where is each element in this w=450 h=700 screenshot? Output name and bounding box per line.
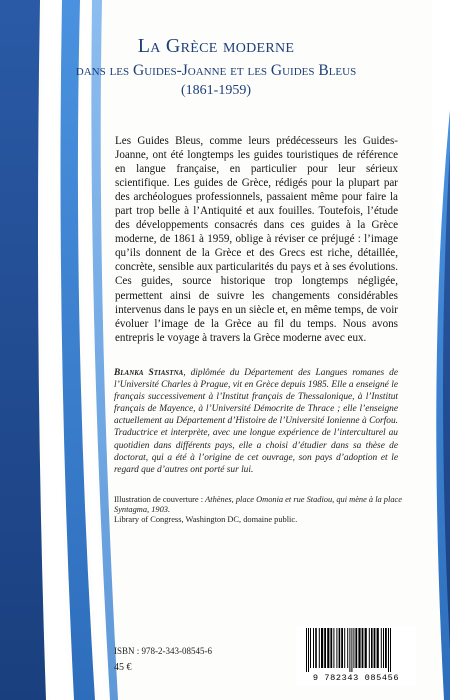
barcode-number: 9 782343 085456 <box>312 673 400 683</box>
barcode-bar <box>351 628 352 672</box>
credit-prefix: Illustration de couverture : <box>114 495 206 504</box>
barcode-bar <box>388 628 389 672</box>
book-subtitle: dans les Guides-Joanne et les Guides Bleus <box>75 62 357 79</box>
barcode-bar <box>321 628 323 668</box>
barcode-bar <box>349 628 350 672</box>
blurb-paragraph: Les Guides Bleus, comme leurs prédécesseurs les Guides-Joanne, ont été longtemps les guides touristiques de référence en langue française, en particulier pour leur sérieux scientifique. Les guides de Grèce, rédigés pour la plupart par des archéologues professionnels, passaient même pour faire la part trop belle à l’Antiquité et aux fouilles. Toutefois, l’étude des développements consacrés dans ces guides à la Grèce moderne, de 1861 à 1959, oblige à réviser ce préjugé : l’image qu’ils donnent de la Grèce et des Grecs est riche, détaillée, concrète, sensible aux particularités du pays et à ses évolutions. Ces guides, source historique trop longtemps négligée, permettent ainsi de suivre les changements considérables intervenus dans le pays en un siècle et, en même temps, de voir évoluer l’image de la Grèce au fil du temps. Nous avons entrepris le voyage à travers la Grèce moderne avec eux. <box>115 135 398 344</box>
price-text: 45 € <box>114 662 132 673</box>
barcode-bar <box>333 628 334 668</box>
barcode-bar <box>385 628 387 668</box>
barcode-bar <box>355 628 357 668</box>
credit-caption-line <box>114 495 404 515</box>
credit-caption: Athènes, place Omonia et rue Stadiou, qui mène à la place Syntagma, 1903. <box>114 495 402 515</box>
barcode-bar <box>341 628 343 668</box>
barcode-bar <box>383 628 384 668</box>
barcode-bar <box>324 628 326 668</box>
book-dates: (1861-1959) <box>181 83 251 98</box>
barcode-bar <box>381 628 382 668</box>
book-title: La Grèce moderne <box>137 35 295 57</box>
author-bio-text: , diplômée du Département des Langues romanes de l’Université Charles à Prague, vit en Grèce depuis 1985. Elle a enseigné le français successivement à l’Institut français de Thessalonique, à l’Institut français de Mayence, à l’Université Démocrite de Thrace ; elle l’enseigne actuellement au Département d’Histoire de l’Université Ionienne à Corfou. Traductrice et interprète, avec une longue expérience de l’interculturel au quotidien dans différents pays, elle a choisi d’étudier dans sa thèse de doctorat, qui a été à l’origine de cet ouvrage, son pays d’adoption et le regard que d’autres ont porté sur lui. <box>114 368 398 475</box>
barcode-bar <box>319 628 320 668</box>
barcode <box>296 626 416 686</box>
barcode-bar <box>362 628 364 668</box>
barcode-bar <box>358 628 360 668</box>
barcode-bar <box>371 628 373 668</box>
barcode-bar <box>315 628 317 668</box>
barcode-bar <box>306 628 307 672</box>
barcode-icon <box>296 626 416 674</box>
barcode-bar <box>310 628 311 668</box>
barcode-bar <box>377 628 379 668</box>
title-block <box>8 33 424 100</box>
barcode-bar <box>344 628 345 668</box>
author-bio <box>114 367 398 476</box>
barcode-bar <box>313 628 314 668</box>
barcode-bar <box>336 628 337 668</box>
barcode-bar <box>369 628 370 668</box>
illustration-credit <box>114 495 404 526</box>
isbn-text: ISBN : 978-2-343-08545-6 <box>114 646 212 656</box>
barcode-bar <box>390 628 391 672</box>
barcode-bar <box>347 628 348 668</box>
isbn-price-block <box>114 646 212 674</box>
barcode-bar <box>330 628 332 668</box>
barcode-bar <box>327 628 329 668</box>
author-name: Blanka Stiastna <box>114 368 184 378</box>
barcode-bar <box>365 628 367 668</box>
barcode-bar <box>374 628 376 668</box>
barcode-bar <box>339 628 341 668</box>
barcode-bar <box>353 628 354 668</box>
barcode-bar <box>308 628 309 672</box>
credit-source: Library of Congress, Washington DC, domaine public. <box>114 515 298 525</box>
